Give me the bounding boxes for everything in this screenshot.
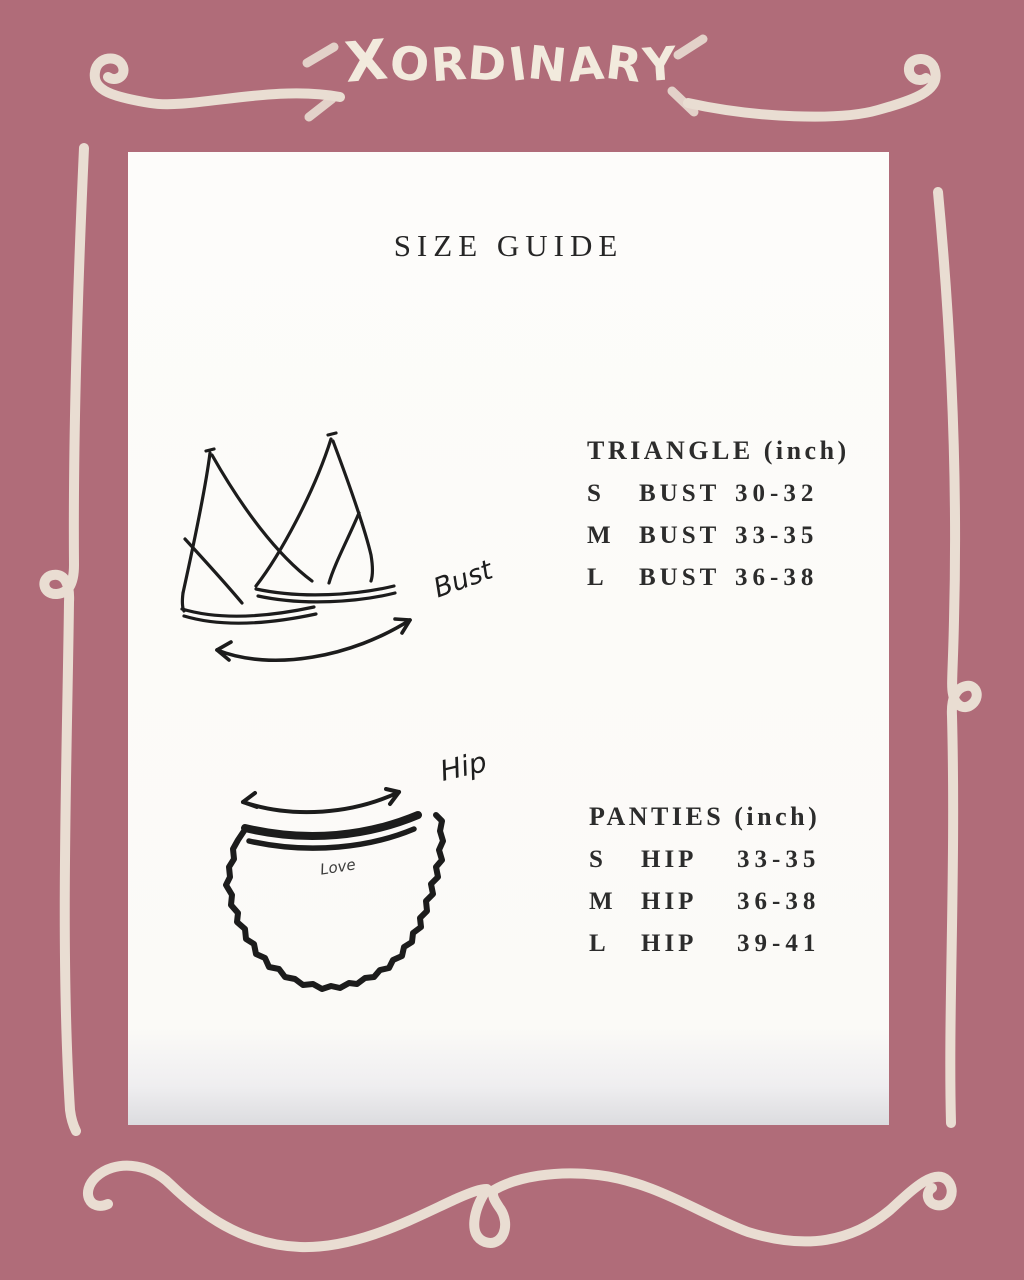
- triangle-bra-illustration: [162, 423, 447, 673]
- table-header: PANTIES (inch): [589, 802, 821, 831]
- measure-cell: BUST: [639, 522, 721, 549]
- table-row: [587, 522, 850, 550]
- table-header: TRIANGLE (inch): [587, 436, 850, 465]
- range-cell: 30-32: [735, 480, 819, 507]
- triangle-size-table: [587, 436, 850, 592]
- range-cell: 39-41: [737, 930, 821, 957]
- size-cell: S: [587, 480, 605, 507]
- size-cell: L: [587, 564, 608, 591]
- size-cell: L: [589, 930, 610, 957]
- range-cell: 33-35: [737, 846, 821, 873]
- panties-size-table: [589, 802, 820, 958]
- size-cell: M: [587, 522, 615, 549]
- range-cell: 36-38: [735, 564, 819, 591]
- bottom-wave: [88, 1166, 952, 1247]
- left-frame-line: [44, 148, 84, 1131]
- range-cell: 33-35: [735, 522, 819, 549]
- bust-label: Bust: [429, 554, 497, 605]
- table-row: [589, 930, 820, 958]
- bust-measure-arrow: [217, 619, 410, 660]
- brand-title: XORDINARY: [342, 28, 681, 96]
- measure-cell: HIP: [641, 846, 698, 873]
- range-cell: 36-38: [737, 888, 821, 915]
- measure-cell: BUST: [639, 480, 721, 507]
- measure-cell: HIP: [641, 930, 698, 957]
- measure-cell: BUST: [639, 564, 721, 591]
- table-row: [587, 564, 850, 592]
- measure-cell: HIP: [641, 888, 698, 915]
- hip-label: Hip: [436, 745, 490, 788]
- love-detail-text: Love: [318, 855, 357, 879]
- page-title: SIZE GUIDE: [393, 228, 624, 263]
- size-cell: S: [589, 846, 607, 873]
- title-accent-dash: [309, 99, 332, 117]
- hip-measure-arrow: [243, 789, 399, 812]
- size-cell: M: [589, 888, 617, 915]
- right-frame-line: [938, 192, 977, 1123]
- table-row: [589, 888, 820, 916]
- size-guide-card: [128, 152, 889, 1125]
- table-row: [587, 480, 850, 508]
- table-row: [589, 846, 820, 874]
